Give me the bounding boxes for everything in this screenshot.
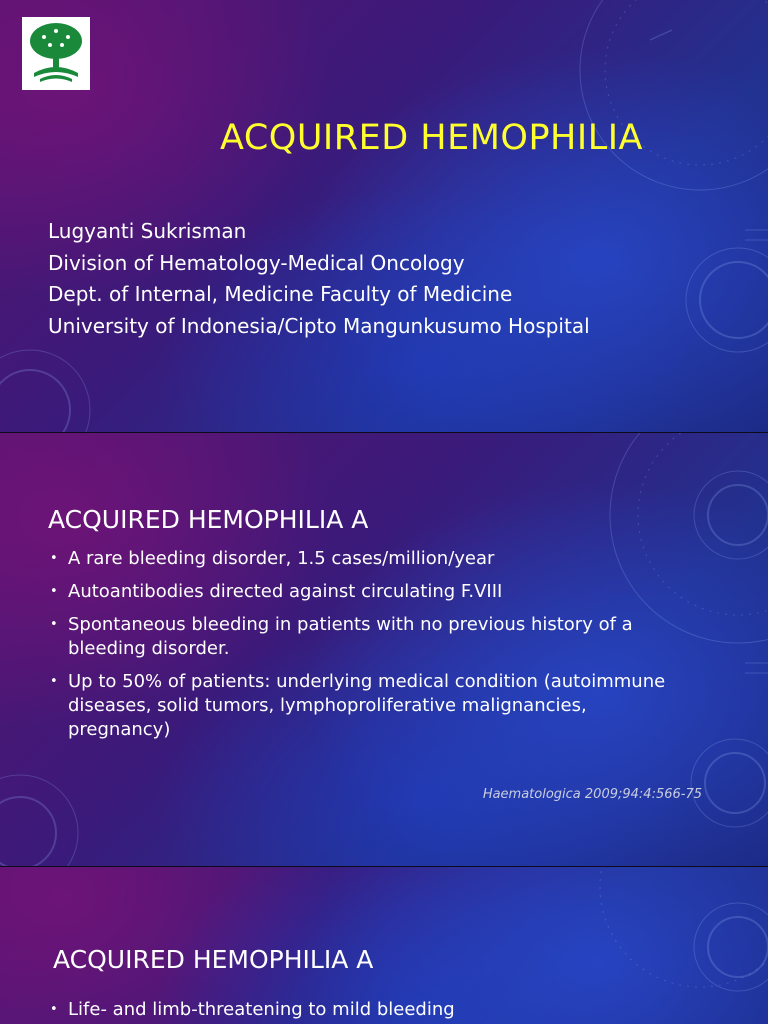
content-slide-2 — [0, 867, 768, 1024]
presentation-title: ACQUIRED HEMOPHILIA — [220, 118, 643, 158]
bullet-icon: • — [50, 584, 58, 599]
bullet-icon: • — [50, 617, 58, 632]
bullet-text: A rare bleeding disorder, 1.5 cases/million/year — [68, 548, 495, 569]
bullet-list — [50, 998, 690, 1024]
author-division: Division of Hematology-Medical Oncology — [48, 250, 465, 275]
bullet-text: Autoantibodies directed against circulating F.VIII — [68, 581, 503, 602]
university-logo — [22, 17, 90, 90]
tree-emblem-icon — [26, 21, 86, 87]
bullet-item — [50, 998, 690, 1022]
bullet-text: Up to 50% of patients: underlying medical condition (autoimmune diseases, solid tumors, lymphoproliferative malignancies, pregnancy) — [68, 671, 666, 740]
bullet-list — [50, 547, 690, 751]
bullet-icon: • — [50, 674, 58, 689]
bullet-item — [50, 547, 690, 571]
bullet-text: Spontaneous bleeding in patients with no previous history of a bleeding disorder. — [68, 614, 633, 659]
slide-title: ACQUIRED HEMOPHILIA A — [53, 945, 374, 974]
author-name: Lugyanti Sukrisman — [48, 219, 247, 243]
bullet-text: Life- and limb-threatening to mild bleeding — [68, 999, 455, 1020]
bullet-icon: • — [50, 551, 58, 566]
content-slide-1 — [0, 433, 768, 866]
bullet-item — [50, 580, 690, 604]
slide-title: ACQUIRED HEMOPHILIA A — [48, 505, 369, 534]
bullet-item — [50, 613, 690, 661]
citation: Haematologica 2009;94:4:566-75 — [482, 787, 702, 802]
author-department: Dept. of Internal, Medicine Faculty of Medicine — [48, 282, 513, 306]
bullet-item — [50, 670, 690, 742]
title-slide — [0, 0, 768, 432]
bullet-icon: • — [50, 1002, 58, 1017]
author-info — [48, 216, 728, 342]
author-institution: University of Indonesia/Cipto Mangunkusumo Hospital — [48, 313, 590, 338]
